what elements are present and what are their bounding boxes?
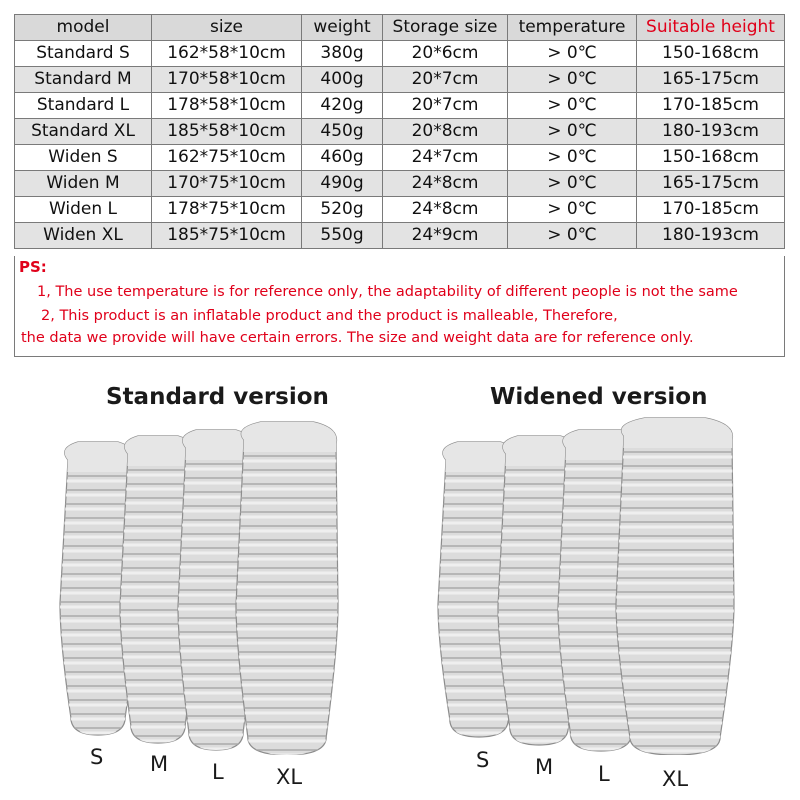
cell-size: 162*75*10cm	[152, 145, 302, 171]
cell-temperature: > 0℃	[508, 171, 637, 197]
standard-size-l: L	[212, 760, 224, 784]
cell-temperature: > 0℃	[508, 93, 637, 119]
cell-size: 162*58*10cm	[152, 41, 302, 67]
header-model: model	[15, 15, 152, 41]
cell-temperature: > 0℃	[508, 223, 637, 249]
cell-temperature: > 0℃	[508, 197, 637, 223]
cell-weight: 450g	[302, 119, 383, 145]
notes-box	[14, 256, 785, 357]
standard-size-m: M	[150, 752, 169, 776]
cell-model: Widen M	[15, 171, 152, 197]
cell-storage-size: 20*6cm	[383, 41, 508, 67]
cell-weight: 520g	[302, 197, 383, 223]
cell-storage-size: 24*7cm	[383, 145, 508, 171]
table-row	[15, 119, 785, 145]
cell-suitable-height: 150-168cm	[637, 145, 785, 171]
cell-size: 170*75*10cm	[152, 171, 302, 197]
note-line-3: the data we provide will have certain errors. The size and weight data are for reference only.	[21, 330, 694, 346]
cell-weight: 420g	[302, 93, 383, 119]
table-row	[15, 197, 785, 223]
cell-suitable-height: 165-175cm	[637, 67, 785, 93]
table-row	[15, 93, 785, 119]
cell-size: 178*58*10cm	[152, 93, 302, 119]
table-row	[15, 41, 785, 67]
cell-size: 185*58*10cm	[152, 119, 302, 145]
cell-temperature: > 0℃	[508, 145, 637, 171]
widened-size-xl: XL	[662, 767, 689, 791]
table-row	[15, 67, 785, 93]
cell-model: Widen L	[15, 197, 152, 223]
cell-size: 185*75*10cm	[152, 223, 302, 249]
cell-weight: 490g	[302, 171, 383, 197]
cell-suitable-height: 180-193cm	[637, 223, 785, 249]
table-row	[15, 223, 785, 249]
cell-model: Standard S	[15, 41, 152, 67]
standard-size-xl: XL	[276, 765, 303, 789]
widened-pad-xl	[614, 418, 736, 755]
cell-weight: 400g	[302, 67, 383, 93]
cell-weight: 460g	[302, 145, 383, 171]
widened-version-title: Widened version	[490, 384, 708, 410]
cell-suitable-height: 150-168cm	[637, 41, 785, 67]
note-line-2: 2, This product is an inflatable product and the product is malleable, Therefore,	[41, 308, 618, 324]
cell-size: 178*75*10cm	[152, 197, 302, 223]
header-suitable-height: Suitable height	[637, 15, 785, 41]
cell-temperature: > 0℃	[508, 67, 637, 93]
cell-weight: 550g	[302, 223, 383, 249]
cell-size: 170*58*10cm	[152, 67, 302, 93]
widened-size-s: S	[476, 748, 490, 772]
spec-table	[14, 14, 785, 249]
cell-suitable-height: 170-185cm	[637, 197, 785, 223]
cell-storage-size: 24*9cm	[383, 223, 508, 249]
cell-storage-size: 24*8cm	[383, 171, 508, 197]
cell-temperature: > 0℃	[508, 41, 637, 67]
standard-size-s: S	[90, 745, 104, 769]
standard-pad-xl	[234, 422, 340, 755]
table-header-row	[15, 15, 785, 41]
header-temperature: temperature	[508, 15, 637, 41]
cell-suitable-height: 180-193cm	[637, 119, 785, 145]
cell-suitable-height: 165-175cm	[637, 171, 785, 197]
cell-storage-size: 20*8cm	[383, 119, 508, 145]
cell-model: Standard XL	[15, 119, 152, 145]
widened-size-l: L	[598, 762, 610, 786]
cell-storage-size: 20*7cm	[383, 67, 508, 93]
note-line-1: 1, The use temperature is for reference only, the adaptability of different people is not the same	[37, 284, 738, 300]
cell-temperature: > 0℃	[508, 119, 637, 145]
widened-size-m: M	[535, 755, 554, 779]
header-storage-size: Storage size	[383, 15, 508, 41]
cell-weight: 380g	[302, 41, 383, 67]
cell-model: Widen S	[15, 145, 152, 171]
cell-suitable-height: 170-185cm	[637, 93, 785, 119]
standard-version-title: Standard version	[106, 384, 329, 410]
cell-storage-size: 24*8cm	[383, 197, 508, 223]
cell-model: Widen XL	[15, 223, 152, 249]
table-row	[15, 145, 785, 171]
cell-storage-size: 20*7cm	[383, 93, 508, 119]
cell-model: Standard L	[15, 93, 152, 119]
cell-model: Standard M	[15, 67, 152, 93]
sleeping-pad-illustration	[0, 410, 800, 755]
header-size: size	[152, 15, 302, 41]
table-row	[15, 171, 785, 197]
header-weight: weight	[302, 15, 383, 41]
notes-label: PS:	[19, 258, 47, 276]
